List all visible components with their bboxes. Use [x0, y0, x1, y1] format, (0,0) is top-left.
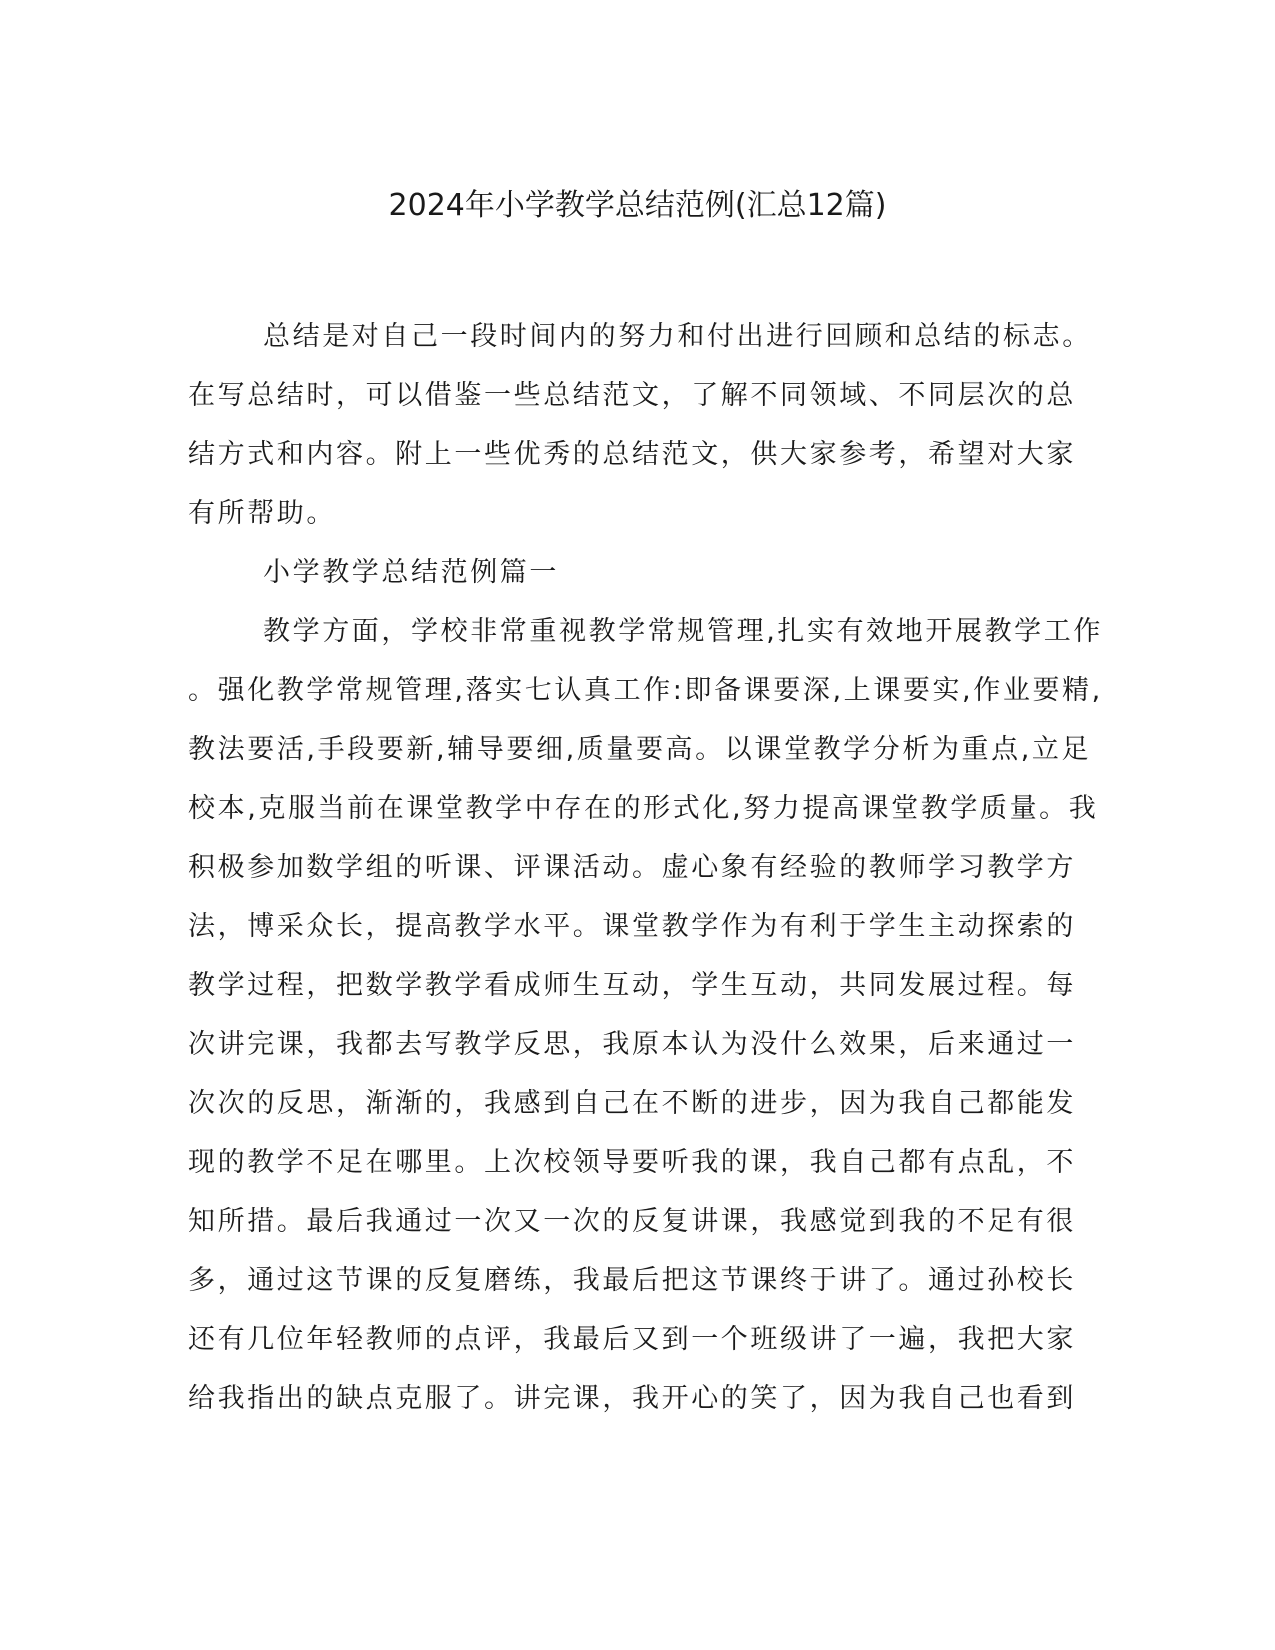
intro-line: 结方式和内容。附上一些优秀的总结范文，供大家参考，希望对大家: [188, 439, 1076, 470]
intro-line: 有所帮助。: [188, 498, 336, 529]
body-line: 教学方面，学校非常重视教学常规管理,扎实有效地开展教学工作: [263, 616, 1103, 647]
body-line: 知所措。最后我通过一次又一次的反复讲课，我感觉到我的不足有很: [188, 1206, 1076, 1237]
body-line: 教法要活,手段要新,辅导要细,质量要高。以课堂教学分析为重点,立足: [188, 734, 1092, 765]
body-line: 。强化教学常规管理,落实七认真工作:即备课要深,上课要实,作业要精,: [188, 675, 1103, 706]
body-line: 次讲完课，我都去写教学反思，我原本认为没什么效果，后来通过一: [188, 1029, 1076, 1060]
body-line: 教学过程，把数学教学看成师生互动，学生互动，共同发展过程。每: [188, 970, 1076, 1001]
body-line: 校本,克服当前在课堂教学中存在的形式化,努力提高课堂教学质量。我: [188, 793, 1099, 824]
intro-line: 总结是对自己一段时间内的努力和付出进行回顾和总结的标志。: [263, 321, 1092, 352]
section-heading: 小学教学总结范例篇一: [263, 557, 559, 588]
intro-line: 在写总结时，可以借鉴一些总结范文，了解不同领域、不同层次的总: [188, 380, 1076, 411]
document-title: 2024年小学教学总结范例(汇总12篇): [388, 188, 887, 223]
body-line: 现的教学不足在哪里。上次校领导要听我的课，我自己都有点乱，不: [188, 1147, 1076, 1178]
body-line: 法，博采众长，提高教学水平。课堂教学作为有利于学生主动探索的: [188, 911, 1076, 942]
body-line: 积极参加数学组的听课、评课活动。虚心象有经验的教师学习教学方: [188, 852, 1076, 883]
body-line: 多，通过这节课的反复磨练，我最后把这节课终于讲了。通过孙校长: [188, 1265, 1076, 1296]
body-line: 给我指出的缺点克服了。讲完课，我开心的笑了，因为我自己也看到: [188, 1383, 1076, 1414]
body-line: 次次的反思，渐渐的，我感到自己在不断的进步，因为我自己都能发: [188, 1088, 1076, 1119]
body-line: 还有几位年轻教师的点评，我最后又到一个班级讲了一遍，我把大家: [188, 1324, 1076, 1355]
